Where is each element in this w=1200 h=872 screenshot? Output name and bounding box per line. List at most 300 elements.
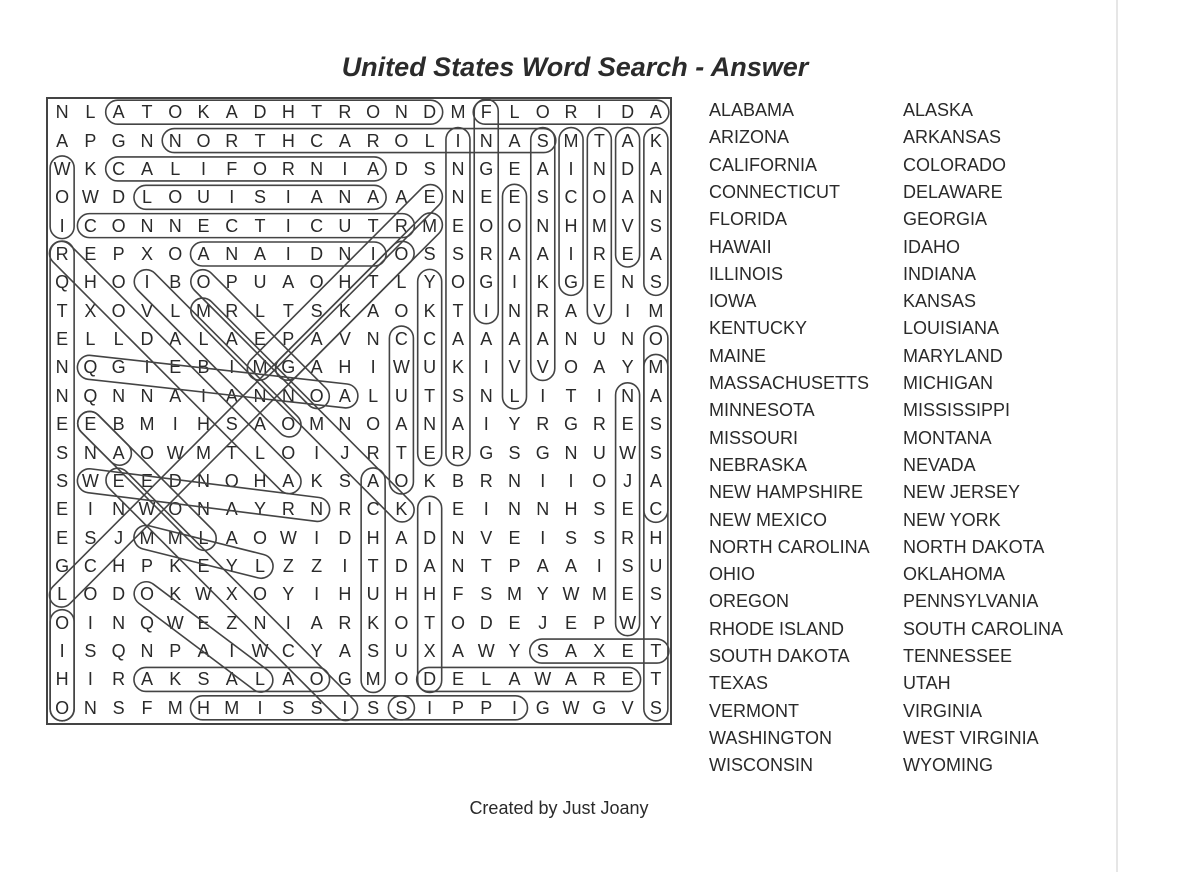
- grid-cell: E: [197, 556, 210, 576]
- grid-cell: E: [508, 527, 521, 548]
- grid-cell: S: [649, 584, 662, 605]
- grid-cell: A: [225, 527, 238, 548]
- grid-cell: L: [85, 329, 96, 350]
- grid-cell: K: [423, 300, 436, 321]
- grid-cell: G: [564, 272, 579, 293]
- grid-cell: O: [55, 697, 70, 718]
- grid-cell: G: [479, 442, 494, 463]
- grid-cell: O: [139, 584, 154, 605]
- word-list-item: RHODE ISLAND: [709, 618, 845, 639]
- grid-cell: L: [170, 158, 181, 179]
- grid-cell: M: [196, 442, 211, 463]
- grid-cell: E: [254, 329, 267, 350]
- grid-cell: T: [650, 641, 662, 662]
- grid-cell: R: [592, 244, 606, 264]
- grid-cell: R: [592, 414, 606, 435]
- grid-cell: W: [534, 669, 552, 690]
- grid-cell: A: [621, 130, 634, 151]
- grid-cell: G: [564, 414, 579, 435]
- grid-cell: S: [593, 499, 606, 520]
- grid-cell: G: [111, 357, 126, 378]
- grid-cell: M: [196, 300, 211, 321]
- grid-cell: T: [452, 300, 464, 321]
- grid-cell: E: [56, 499, 69, 520]
- grid-cell: R: [621, 527, 635, 548]
- grid-cell: O: [450, 612, 465, 633]
- word-list-item: KANSAS: [903, 291, 977, 312]
- grid-cell: K: [649, 130, 662, 151]
- grid-cell: C: [112, 158, 126, 179]
- grid-cell: V: [593, 300, 606, 321]
- grid-cell: A: [508, 669, 521, 690]
- grid-cell: X: [140, 244, 153, 264]
- grid-cell: A: [310, 329, 323, 350]
- word-list-item: MICHIGAN: [903, 373, 993, 393]
- grid-cell: O: [366, 102, 381, 123]
- grid-cell: B: [197, 357, 210, 378]
- grid-cell: W: [53, 158, 71, 179]
- grid-cell: R: [536, 300, 550, 321]
- grid-cell: I: [540, 470, 546, 491]
- grid-cell: I: [342, 556, 348, 576]
- grid-cell: I: [144, 357, 150, 378]
- grid-cell: S: [649, 442, 662, 463]
- word-list-item: IDAHO: [903, 236, 961, 257]
- grid-cell: V: [338, 329, 351, 350]
- word-list-item: NEW HAMPSHIRE: [709, 482, 864, 503]
- grid-cell: Y: [423, 272, 436, 293]
- grid-cell: A: [480, 329, 493, 350]
- grid-cell: T: [367, 215, 379, 236]
- word-list-item: COLORADO: [903, 154, 1007, 175]
- word-list-item: PENNSYLVANIA: [903, 591, 1039, 612]
- grid-cell: C: [83, 215, 97, 236]
- grid-cell: R: [225, 300, 239, 321]
- grid-cell: O: [111, 272, 126, 293]
- grid-cell: L: [85, 102, 96, 123]
- grid-cell: T: [395, 442, 407, 463]
- grid-cell: H: [338, 584, 352, 605]
- grid-cell: N: [310, 158, 324, 179]
- grid-cell: L: [113, 329, 124, 350]
- grid-cell: P: [84, 130, 97, 151]
- grid-cell: I: [144, 272, 150, 293]
- word-list-item: TEXAS: [709, 673, 769, 694]
- grid-cell: O: [111, 300, 126, 321]
- grid-cell: D: [479, 612, 493, 633]
- page-title: United States Word Search - Answer: [341, 52, 809, 82]
- grid-cell: C: [310, 215, 324, 236]
- grid-cell: M: [167, 697, 183, 718]
- grid-cell: E: [565, 612, 578, 633]
- grid-cell: E: [480, 187, 493, 208]
- grid-cell: F: [226, 158, 238, 179]
- grid-cell: N: [197, 499, 210, 520]
- grid-cell: T: [254, 130, 266, 151]
- grid-cell: E: [621, 414, 634, 435]
- word-list-item: NEW MEXICO: [709, 509, 828, 530]
- grid-cell: K: [367, 612, 380, 633]
- word-list-item: MAINE: [709, 345, 767, 366]
- grid-cell: K: [197, 102, 210, 123]
- grid-cell: R: [281, 158, 295, 179]
- grid-cell: D: [140, 329, 154, 350]
- grid-cell: I: [285, 612, 291, 633]
- grid-cell: S: [649, 697, 662, 718]
- grid-cell: E: [621, 499, 634, 520]
- grid-cell: W: [81, 470, 99, 491]
- grid-cell: S: [225, 414, 238, 435]
- grid-cell: H: [649, 527, 663, 548]
- grid-cell: A: [367, 187, 380, 208]
- grid-cell: D: [621, 102, 635, 123]
- grid-cell: L: [255, 669, 266, 690]
- grid-cell: A: [282, 470, 295, 491]
- grid-cell: Y: [310, 641, 323, 662]
- grid-cell: A: [254, 244, 267, 264]
- grid-cell: I: [511, 272, 517, 293]
- grid-cell: L: [396, 272, 407, 293]
- grid-cell: D: [168, 470, 182, 491]
- word-list-item: NEVADA: [903, 454, 976, 475]
- word-list-item: NORTH DAKOTA: [903, 536, 1045, 557]
- grid-cell: O: [139, 442, 154, 463]
- grid-cell: H: [564, 499, 578, 520]
- grid-cell: U: [394, 641, 408, 662]
- grid-cell: P: [282, 329, 295, 350]
- word-list-item: IOWA: [709, 291, 757, 312]
- grid-cell: Q: [111, 641, 126, 662]
- grid-cell: N: [366, 329, 380, 350]
- grid-cell: N: [621, 385, 635, 406]
- word-list-item: WASHINGTON: [709, 727, 833, 748]
- grid-cell: H: [197, 414, 210, 435]
- grid-cell: T: [254, 215, 266, 236]
- grid-cell: K: [451, 357, 464, 378]
- grid-cell: L: [509, 385, 520, 406]
- letter-grid: [48, 98, 670, 722]
- grid-cell: I: [540, 385, 546, 406]
- grid-cell: K: [536, 272, 549, 293]
- grid-cell: E: [197, 612, 210, 633]
- grid-cell: O: [394, 612, 409, 633]
- grid-cell: E: [593, 272, 606, 293]
- grid-cell: I: [483, 414, 489, 435]
- grid-cell: E: [621, 669, 634, 690]
- grid-cell: O: [281, 414, 296, 435]
- grid-cell: A: [565, 669, 578, 690]
- grid-cell: M: [365, 669, 381, 690]
- grid-cell: M: [648, 357, 664, 378]
- grid-cell: I: [229, 187, 235, 208]
- grid-cell: I: [625, 300, 631, 321]
- word-list-item: MONTANA: [903, 427, 992, 448]
- grid-cell: T: [367, 556, 379, 576]
- grid-cell: O: [507, 215, 522, 236]
- grid-cell: N: [564, 329, 578, 350]
- grid-cell: T: [282, 300, 294, 321]
- grid-cell: I: [87, 612, 93, 633]
- grid-cell: P: [593, 612, 606, 633]
- grid-cell: I: [314, 527, 320, 548]
- grid-cell: T: [424, 612, 436, 633]
- word-list-item: WISCONSIN: [709, 755, 814, 776]
- grid-cell: M: [648, 300, 664, 321]
- grid-cell: L: [170, 300, 181, 321]
- grid-cell: C: [649, 499, 663, 520]
- grid-cell: A: [140, 158, 153, 179]
- grid-cell: P: [508, 556, 521, 576]
- grid-cell: E: [621, 244, 634, 264]
- grid-cell: N: [508, 470, 521, 491]
- grid-cell: S: [480, 584, 493, 605]
- grid-cell: R: [394, 215, 408, 236]
- grid-cell: H: [394, 584, 408, 605]
- grid-cell: R: [338, 102, 352, 123]
- grid-cell: E: [451, 669, 464, 690]
- grid-cell: N: [140, 130, 154, 151]
- grid-cell: O: [55, 187, 70, 208]
- grid-cell: I: [342, 697, 348, 718]
- grid-cell: I: [229, 357, 235, 378]
- grid-cell: M: [507, 584, 522, 605]
- grid-cell: N: [536, 215, 550, 236]
- grid-cell: T: [141, 102, 153, 123]
- grid-cell: T: [367, 272, 379, 293]
- grid-cell: A: [367, 470, 380, 491]
- grid-cell: O: [309, 385, 324, 406]
- grid-cell: I: [172, 414, 178, 435]
- word-list-item: OKLAHOMA: [903, 564, 1006, 585]
- grid-cell: S: [593, 527, 606, 548]
- grid-cell: C: [83, 556, 97, 576]
- grid-cell: N: [621, 272, 635, 293]
- word-list-item: HAWAII: [709, 236, 772, 257]
- word-list-item: SOUTH CAROLINA: [903, 618, 1064, 639]
- grid-cell: S: [395, 697, 408, 718]
- grid-cell: I: [483, 499, 489, 520]
- grid-cell: M: [139, 414, 155, 435]
- grid-cell: A: [225, 669, 238, 690]
- grid-cell: D: [338, 527, 352, 548]
- grid-cell: S: [649, 215, 662, 236]
- grid-cell: C: [366, 499, 380, 520]
- word-list-item: NEBRASKA: [709, 454, 808, 475]
- grid-cell: H: [83, 272, 97, 293]
- grid-cell: A: [451, 329, 464, 350]
- grid-cell: O: [196, 272, 211, 293]
- grid-cell: Z: [282, 556, 294, 576]
- grid-cell: S: [621, 556, 634, 576]
- grid-cell: R: [112, 669, 126, 690]
- grid-cell: N: [281, 385, 295, 406]
- grid-cell: K: [395, 499, 408, 520]
- grid-cell: A: [310, 187, 323, 208]
- grid-cell: S: [56, 442, 69, 463]
- grid-cell: O: [394, 470, 409, 491]
- grid-cell: C: [394, 329, 408, 350]
- grid-cell: A: [395, 414, 408, 435]
- grid-cell: I: [596, 385, 602, 406]
- grid-cell: E: [56, 329, 69, 350]
- grid-cell: N: [479, 130, 493, 151]
- grid-cell: D: [423, 527, 437, 548]
- grid-cell: A: [310, 357, 323, 378]
- grid-cell: N: [649, 187, 663, 208]
- grid-cell: T: [424, 385, 436, 406]
- grid-cell: N: [253, 612, 267, 633]
- grid-cell: D: [621, 158, 635, 179]
- grid-cell: E: [451, 499, 464, 520]
- grid-cell: A: [593, 357, 606, 378]
- grid-cell: X: [593, 641, 606, 662]
- grid-cell: O: [253, 158, 268, 179]
- grid-cell: J: [340, 442, 350, 463]
- word-list-item: MARYLAND: [903, 345, 1003, 366]
- grid-cell: E: [169, 357, 182, 378]
- grid-cell: B: [169, 272, 182, 293]
- word-list-item: OREGON: [709, 591, 790, 612]
- grid-cell: U: [394, 385, 408, 406]
- grid-cell: R: [281, 499, 295, 520]
- grid-cell: A: [338, 641, 351, 662]
- grid-cell: S: [56, 470, 69, 491]
- grid-cell: U: [649, 556, 663, 576]
- grid-cell: O: [592, 187, 607, 208]
- grid-cell: N: [140, 385, 154, 406]
- grid-cell: D: [253, 102, 267, 123]
- grid-cell: S: [254, 187, 267, 208]
- grid-cell: S: [451, 385, 464, 406]
- grid-cell: O: [253, 584, 268, 605]
- grid-cell: R: [479, 470, 493, 491]
- grid-cell: E: [508, 158, 521, 179]
- grid-cell: N: [310, 499, 324, 520]
- grid-cell: A: [508, 244, 521, 264]
- grid-cell: S: [310, 300, 323, 321]
- word-list-item: ALASKA: [903, 100, 974, 120]
- grid-cell: P: [169, 641, 182, 662]
- word-list-item: SOUTH DAKOTA: [709, 646, 850, 666]
- grid-cell: N: [140, 641, 154, 662]
- grid-cell: G: [281, 357, 296, 378]
- grid-cell: G: [55, 556, 70, 576]
- grid-cell: I: [568, 158, 574, 179]
- word-list-item: MISSOURI: [709, 427, 799, 448]
- grid-cell: A: [254, 414, 267, 435]
- word-list-item: VERMONT: [709, 700, 799, 721]
- grid-cell: A: [112, 442, 125, 463]
- grid-cell: T: [311, 102, 323, 123]
- grid-cell: R: [479, 244, 493, 264]
- grid-cell: W: [477, 641, 495, 662]
- grid-cell: N: [55, 357, 69, 378]
- grid-cell: A: [56, 130, 69, 151]
- grid-cell: S: [451, 244, 464, 264]
- grid-cell: H: [112, 556, 126, 576]
- grid-cell: N: [168, 130, 182, 151]
- grid-cell: G: [111, 130, 126, 151]
- grid-cell: O: [309, 669, 324, 690]
- grid-cell: O: [281, 442, 296, 463]
- grid-cell: S: [282, 697, 295, 718]
- grid-cell: I: [87, 669, 93, 690]
- grid-cell: M: [591, 215, 607, 236]
- grid-cell: A: [451, 641, 464, 662]
- grid-cell: G: [535, 697, 550, 718]
- grid-cell: M: [139, 527, 155, 548]
- grid-cell: N: [168, 215, 182, 236]
- grid-cell: A: [140, 669, 153, 690]
- grid-cell: N: [253, 385, 267, 406]
- grid-cell: H: [281, 130, 295, 151]
- grid-cell: S: [423, 244, 436, 264]
- grid-cell: X: [423, 641, 436, 662]
- grid-cell: S: [649, 272, 662, 293]
- grid-cell: O: [564, 357, 579, 378]
- word-list-item: DELAWARE: [903, 181, 1003, 202]
- grid-cell: A: [451, 414, 464, 435]
- grid-cell: N: [564, 442, 578, 463]
- grid-cell: Q: [83, 357, 98, 378]
- grid-cell: S: [367, 697, 380, 718]
- grid-cell: W: [279, 527, 297, 548]
- grid-cell: U: [338, 215, 352, 236]
- grid-cell: C: [281, 641, 295, 662]
- grid-cell: L: [368, 385, 379, 406]
- grid-cell: N: [112, 385, 126, 406]
- grid-cell: H: [338, 357, 352, 378]
- grid-cell: O: [394, 300, 409, 321]
- word-list-item: LOUISIANA: [903, 318, 1000, 339]
- grid-cell: Y: [621, 357, 634, 378]
- grid-cell: G: [592, 697, 607, 718]
- grid-cell: L: [481, 669, 492, 690]
- grid-cell: S: [565, 527, 578, 548]
- grid-cell: N: [508, 499, 521, 520]
- grid-cell: H: [281, 102, 295, 123]
- grid-cell: O: [168, 499, 183, 520]
- grid-cell: Y: [536, 584, 549, 605]
- grid-cell: A: [649, 385, 662, 406]
- grid-cell: S: [423, 158, 436, 179]
- grid-cell: R: [536, 414, 550, 435]
- grid-cell: A: [169, 329, 182, 350]
- grid-cell: N: [338, 187, 352, 208]
- grid-cell: V: [140, 300, 153, 321]
- grid-cell: H: [55, 669, 69, 690]
- grid-cell: W: [166, 442, 184, 463]
- grid-cell: I: [483, 300, 489, 321]
- word-list-item: MISSISSIPPI: [903, 400, 1011, 421]
- grid-cell: R: [451, 442, 465, 463]
- grid-cell: M: [591, 584, 607, 605]
- grid-cell: H: [423, 584, 437, 605]
- grid-cell: L: [141, 187, 152, 208]
- grid-cell: A: [395, 527, 408, 548]
- grid-cell: K: [169, 669, 182, 690]
- grid-cell: W: [619, 442, 637, 463]
- grid-cell: Y: [508, 641, 521, 662]
- word-list-item: CALIFORNIA: [709, 154, 818, 175]
- grid-cell: I: [568, 470, 574, 491]
- grid-cell: A: [565, 556, 578, 576]
- word-list-item: ARIZONA: [709, 127, 790, 148]
- grid-cell: O: [55, 612, 70, 633]
- grid-cell: O: [196, 130, 211, 151]
- grid-cell: M: [309, 414, 325, 435]
- grid-cell: S: [84, 641, 97, 662]
